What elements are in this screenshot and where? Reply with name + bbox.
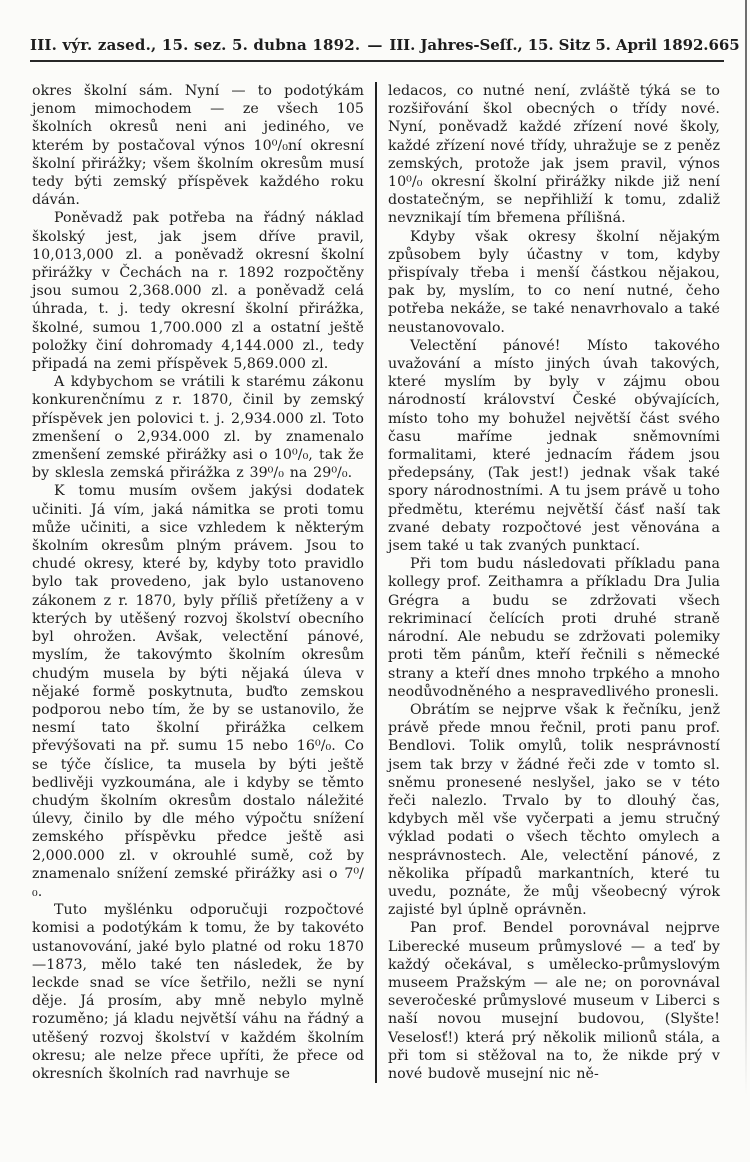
page-edge-scan-line — [745, 0, 747, 1095]
page-number: 665 — [708, 36, 740, 54]
paragraph: Velectění pánové! Místo takového uvažování a místo jiných úvah takových, které myslím by byly v zájmu obou národností království České obývajících, místo toho my bohužel největší část svého času maříme jednak sněmovními formalitami, které jednacím řádem jsou předepsány, (Tak jest!) jednak však také spory národnostními. A tu jsem právě u toho předmětu, kterému největší čásť naší tak zvané debaty rozpočtové jest věnována a jsem také u tak zvaných punktací. — [388, 337, 720, 555]
page-body — [32, 82, 720, 1083]
paragraph: Pan prof. Bendel porovnával nejprve Liberecké museum průmyslové — a teď by každý očekával, s umělecko-průmyslovým museem Pražským — ale ne; on porovnával severočeské průmyslové museum v Liberci s naší novou musejní budovou, (Slyšte! Veselosť!) která prý několik milionů stála, a při tom si stěžoval na to, že nikde prý v nové budově musejní nic ně- — [388, 920, 720, 1082]
running-title-german: III. Jahres-Seſſ., 15. Sitz 5. April 1892. — [389, 36, 709, 54]
paragraph: Tuto myšlénku odporučuji rozpočtové komisi a podotýkám k tomu, že by takovéto ustanovování, jaké bylo platné od roku 1870—1873, mělo také ten následek, že by leckde snad se více šetřilo, nežli se nyní děje. Já prosím, aby mně nebylo mylně rozuměno; já kladu největší váhu na řádný a utěšený rozvoj školství v každém školním okresu; ale nelze přece upříti, že přece od okresních školních rad navrhuje se — [32, 902, 364, 1082]
paragraph: K tomu musím ovšem jakýsi dodatek učiniti. Já vím, jaká námitka se proti tomu může učiniti, a sice vzhledem k některým školním okresům plným právem. Jsou to chudé okresy, které by, kdyby toto pravidlo bylo tak provedeno, jak bylo ustanoveno zákonem z r. 1870, byly příliš přetíženy a v kterých by utěšený rozvoj školství obecního byl ohrožen. Avšak, velectění pánové, myslím, že takovýmto školním okresům chudým musela by býti nějaká úleva v nějaké formě poskytnuta, buďto zemskou podporou nebo tím, že by se ustanovilo, že nesmí tato školní přirážka celkem převýšovati na př. sumu 15 nebo 16⁰/₀. Co se týče číslice, ta musela by býti ještě bedlivěji vyzkoumána, ale i kdyby se těmto chudým školním okresům dostalo náležité úlevy, činilo by dle mého výpočtu snížení zemského příspěvku předce ještě asi 2,000.000 zl. v okrouhlé sumě, což by znamenalo snížení zemské přirážky asi o 7⁰/₀. — [32, 483, 364, 900]
right-column — [377, 82, 720, 1083]
paragraph: ledacos, co nutné není, zvláště týká se to rozšiřování škol obecných o třídy nové. Nyní, poněvadž každé zřízení nové školy, každé zřízení nové třídy, uhražuje se z peněz zemských, protože jak jsem pravil, výnos 10⁰/₀ okresní školní přirážky nikde již není dostatečným, se nepřihliží k tomu, zdaliž nevznikají tím břemena přílišná. — [388, 83, 720, 227]
paragraph: Při tom budu následovati příkladu pana kollegy prof. Zeithamra a příkladu Dra Julia Grégra a budu se zdržovati všech rekriminací čelících proti druhé straně národní. Ale nebudu se zdržovati polemiky proti těm pánům, kteří řečnili s německé strany a kteří dnes mnoho trpkého a mnoho neodůvodněného a nespravedlivého pronesli. — [388, 556, 720, 700]
page-header — [30, 36, 740, 62]
running-title — [30, 36, 708, 54]
running-title-czech: III. výr. zased., 15. sez. 5. dubna 1892. — [30, 36, 361, 54]
paragraph: Obrátím se nejprve však k řečníku, jenž právě přede mnou řečnil, proti panu prof. Bendlovi. Tolik omylů, tolik nesprávností jsem tak brzy v žádné řeči zde v tomto sl. sněmu pronesené neslyšel, jako se v této řeči nalezlo. Trvalo by to dlouhý čas, kdybych měl vše vyčerpati a jemu stručný výklad podati o všech těchto omylech a nesprávnostech. Ale, velectění pánové, z několika případů markantních, které tu uvedu, poznáte, že můj všeobecný výrok zajisté byl úplně oprávněn. — [388, 701, 720, 919]
paragraph: A kdybychom se vrátili k starému zákonu konkurenčnímu z r. 1870, činil by zemský příspěvek jen polovici t. j. 2,934.000 zl. Toto zmenšení o 2,934.000 zl. by znamenalo zmenšení zemské přirážky asi o 10⁰/₀, tak že by sklesla zemská přirážka z 39⁰/₀ na 29⁰/₀. — [32, 374, 364, 482]
running-title-separator: — — [367, 36, 383, 54]
left-column — [32, 82, 375, 1083]
paragraph: okres školní sám. Nyní — to podotýkám jenom mimochodem — ze všech 105 školních okresů neni ani jediného, ve kterém by postačoval výnos 10⁰/₀ní okresní školní přirážky; všem školním okresům musí tedy býti zemský příspěvek každého roku dáván. — [32, 83, 364, 209]
paragraph: Kdyby však okresy školní nějakým způsobem byly účastny v tom, kdyby přispívaly třeba i menší částkou nějakou, pak by, myslím, to co není nutné, čeho potřeba nekáže, se také nenavrhovalo a také neustanovovalo. — [388, 228, 720, 336]
paragraph: Poněvadž pak potřeba na řádný náklad školský jest, jak jsem dříve pravil, 10,013,000 zl. a poněvadž okresní školní přirážky v Čechách na r. 1892 rozpočtěny jsou sumou 2,368.000 zl. a poněvadž celá úhrada, t. j. tedy okresní školní přirážka, školné, sumou 1,700.000 zl a ostatní ještě položky činí dohromady 4,144.000 zl., tedy připadá na zemi příspěvek 5,869.000 zl. — [32, 210, 364, 373]
